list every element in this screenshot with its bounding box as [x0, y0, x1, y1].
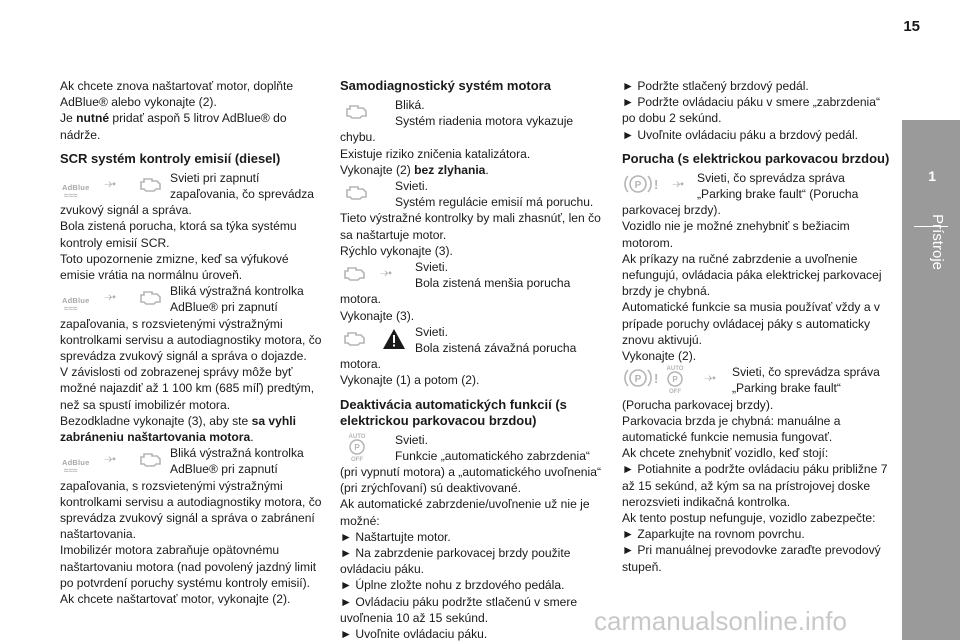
paragraph: Ak chcete znova naštartovať motor, doplňte AdBlue® alebo vykonajte (2). — [60, 79, 294, 110]
indicator-block: Svieti. Systém regulácie emisií má poruchu. — [340, 178, 608, 210]
auto-off-icon — [662, 364, 688, 398]
wrench-icon: ⤞ — [104, 450, 117, 468]
svg-text:OFF: OFF — [351, 456, 363, 462]
indicator-icons — [60, 170, 170, 202]
svg-text:!: ! — [654, 371, 658, 387]
wrench-icon: ⤞ — [704, 369, 717, 387]
adblue-icon: AdBlue ≈≈≈ — [62, 293, 89, 309]
chapter-number: 1 — [928, 168, 936, 184]
indicator-block: AdBlue ≈≈≈ ⤞ Bliká výstražná kontrolka AdBlue® pri zapnutí zapaľovania, s rozsvietenými výstražnými kontrolkami servisu a autodiagnostiky motora, čo sprevádza zvukový signál a správa o dojazde. — [60, 283, 326, 364]
engine-icon — [138, 449, 164, 469]
svg-text:P: P — [354, 442, 360, 452]
svg-text:P: P — [634, 374, 642, 386]
svg-text:P: P — [672, 375, 678, 385]
section-heading: Deaktivácia automatických funkcií (s elektrickou parkovacou brzdou) — [340, 396, 567, 428]
indicator-block: Bliká. Systém riadenia motora vykazuje chybu. — [340, 98, 574, 145]
indicator-icons — [340, 432, 395, 462]
indicator-icons — [340, 97, 395, 129]
warning-triangle-icon — [382, 328, 406, 350]
indicator-icons — [340, 259, 415, 291]
column-3: ► Podržte stlačený brzdový pedál. ► Podržte ovládaciu páku v smere „zabrzdenia“ po dobu 2 sekúnd. ► Uvoľnite ovládaciu páku a brzdový pedál. Porucha (s elektrickou parkovacou brzdou) P ! ⤞ Svieti, čo sprevádza správa „Parking brake fault“ (Porucha parkovacej brzdy). Vozidlo nie je možné znehybniť s bežiacim motorom. Ak príkazy na ručné zabrzdenie a uvoľnenie nefungujú, ovládacia páka elektrickej parkovacej brzdy je chybná. Automatické funkcie sa musia používať vždy a v prípade poruchy ovládacej páky s automaticky znovu aktivujú. Vykonajte (2). P ! AUTO P OFF ⤞ Svieti, čo sprevádza správa „Parking brake fault“ (Porucha parkovacej brzdy). Parkovacia brzda je chybná: manuálne a automatické funkcie nemusia fungovať. Ak chcete znehybniť vozidlo, keď stojí: ► Potiahnite a podržte ovládaciu páku približne 7 až 15 sekúnd, až kým sa na prístrojovej doske nerozsvieti indikačná kontrolka. Ak tento postup nefunguje, vozidlo zabezpečte: ► Zaparkujte na rovnom povrchu. ► Pri manuálnej prevodovke zaraďte prevodový stupeň. — [622, 79, 890, 574]
svg-text:!: ! — [654, 176, 658, 192]
indicator-icons — [622, 364, 732, 396]
section-heading: SCR systém kontroly emisií (diesel) — [60, 150, 281, 166]
indicator-block: AUTO P OFF Svieti. — [340, 432, 608, 448]
engine-icon — [342, 328, 368, 348]
indicator-icons — [60, 283, 170, 315]
adblue-icon: AdBlue ≈≈≈ — [62, 455, 89, 471]
engine-icon — [138, 287, 164, 307]
footer-watermark: carmanualsonline.info — [594, 606, 847, 636]
wrench-icon: ⤞ — [104, 174, 117, 192]
indicator-block: ⤞ Svieti. Bola zistená menšia porucha motora. — [340, 260, 571, 307]
column-2: Samodiagnostický systém motora Bliká. Systém riadenia motora vykazuje chybu. Existuje riziko zničenia katalizátora. Vykonajte (2) bez zlyhania. Svieti. Systém regulácie emisií má poruchu. Tieto výstražné kontrolky by mali zhasnúť, len čo sa naštartuje motor. Rýchlo vykonajte (3). ⤞ Svieti. Bola zistená menšia porucha motora. Vykonajte (3). Svieti. Bola zistená závažná porucha motora. Vykonajte (1) a potom (2). Deaktivácia automatických funkcií (s elektrickou parkovacou brzdou) AUTO P OFF Svieti. Funkcie „automatického zabrzdenia“ (pri vypnutí motora) a „automatického uvoľnenia“ (pri zrýchľovaní) sú deaktivované. Ak automatické zabrzdenie/uvoľnenie už nie je možné: ► Naštartujte motor. ► Na zabrzdenie parkovacej brzdy použite ovládaciu páku. ► Úplne zložte nohu z brzdového pedála. ► Ovládaciu páku podržte stlačenú v smere uvoľnenia 10 až 15 sekúnd. ► Uvoľnite ovládaciu páku. — [340, 78, 608, 642]
engine-icon — [138, 174, 164, 194]
indicator-icons — [60, 445, 170, 477]
wrench-icon: ⤞ — [672, 174, 685, 192]
engine-icon — [342, 263, 368, 283]
wrench-icon: ⤞ — [380, 264, 393, 282]
indicator-icons — [340, 324, 415, 356]
indicator-icons — [622, 170, 697, 202]
indicator-block: AdBlue ≈≈≈ ⤞ Svieti pri zapnutí zapaľovania, čo sprevádza zvukový signál a správa. — [60, 170, 326, 219]
section-heading: Porucha (s elektrickou parkovacou brzdou) — [622, 150, 890, 166]
indicator-block: P ! ⤞ Svieti, čo sprevádza správa „Parking brake fault“ (Porucha parkovacej brzdy). — [622, 170, 859, 218]
engine-icon — [344, 182, 370, 202]
chapter-tab — [902, 120, 960, 640]
parking-brake-fault-icon — [622, 366, 658, 394]
indicator-block: Svieti. Bola zistená závažná porucha motora. — [340, 324, 577, 372]
paragraph: Je nutné pridať aspoň 5 litrov AdBlue® do nádrže. — [60, 111, 287, 142]
svg-text:P: P — [634, 179, 642, 191]
svg-text:OFF: OFF — [669, 389, 681, 395]
indicator-block: P ! AUTO P OFF ⤞ Svieti, čo sprevádza správa „Parking brake fault“ (Porucha parkovacej brzdy). — [622, 365, 880, 412]
section-heading: Samodiagnostický systém motora — [340, 78, 551, 93]
indicator-icons — [340, 178, 395, 210]
adblue-icon: AdBlue ≈≈≈ — [62, 180, 89, 196]
indicator-block: AdBlue ≈≈≈ ⤞ Bliká výstražná kontrolka AdBlue® pri zapnutí zapaľovania, s rozsvietenými výstražnými kontrolkami servisu a autodiagnostiky motora, čo sprevádza zvukový signál a správa o zabránení naštartovania. — [60, 445, 326, 542]
svg-text:AUTO: AUTO — [666, 366, 684, 373]
page-number: 15 — [903, 18, 920, 35]
auto-off-icon — [344, 432, 370, 466]
wrench-icon: ⤞ — [104, 288, 117, 306]
chapter-title: Prístroje — [929, 214, 946, 270]
svg-text:AUTO: AUTO — [348, 433, 366, 440]
column-1: Ak chcete znova naštartovať motor, doplňte AdBlue® alebo vykonajte (2). Je nutné pridať aspoň 5 litrov AdBlue® do nádrže. SCR systém kontroly emisií (diesel) AdBlue ≈≈≈ ⤞ Svieti pri zapnutí zapaľovania, čo sprevádza zvukový signál a správa. Bola zistená porucha, ktorá sa týka systému kontroly emisií SCR. Toto upozornenie zmizne, keď sa výfukové emisie vrátia na normálnu úroveň. AdBlue ≈≈≈ ⤞ Bliká výstražná kontrolka AdBlue® pri zapnutí zapaľovania, s rozsvietenými výstražnými kontrolkami servisu a autodiagnostiky motora, čo sprevádza zvukový signál a správa o dojazde. V závislosti od zobrazenej správy môže byť možné najazdiť až 1 100 km (685 míľ) predtým, než sa spustí imobilizér motora. Bezodkladne vykonajte (3), aby ste sa vyhli zabráneniu naštartovania motora. AdBlue ≈≈≈ ⤞ Bliká výstražná kontrolka AdBlue® pri zapnutí zapaľovania, s rozsvietenými výstražnými kontrolkami servisu a autodiagnostiky motora, čo sprevádza zvukový signál a správa o zabránení naštartovania. Imobilizér motora zabraňuje opätovnému naštartovaniu motora (nad povolený jazdný limit po potvrdení poruchy systému kontroly emisií). Ak chcete naštartovať motor, vykonajte (2). — [60, 78, 326, 607]
parking-brake-fault-icon — [622, 172, 658, 200]
engine-icon — [344, 101, 370, 121]
